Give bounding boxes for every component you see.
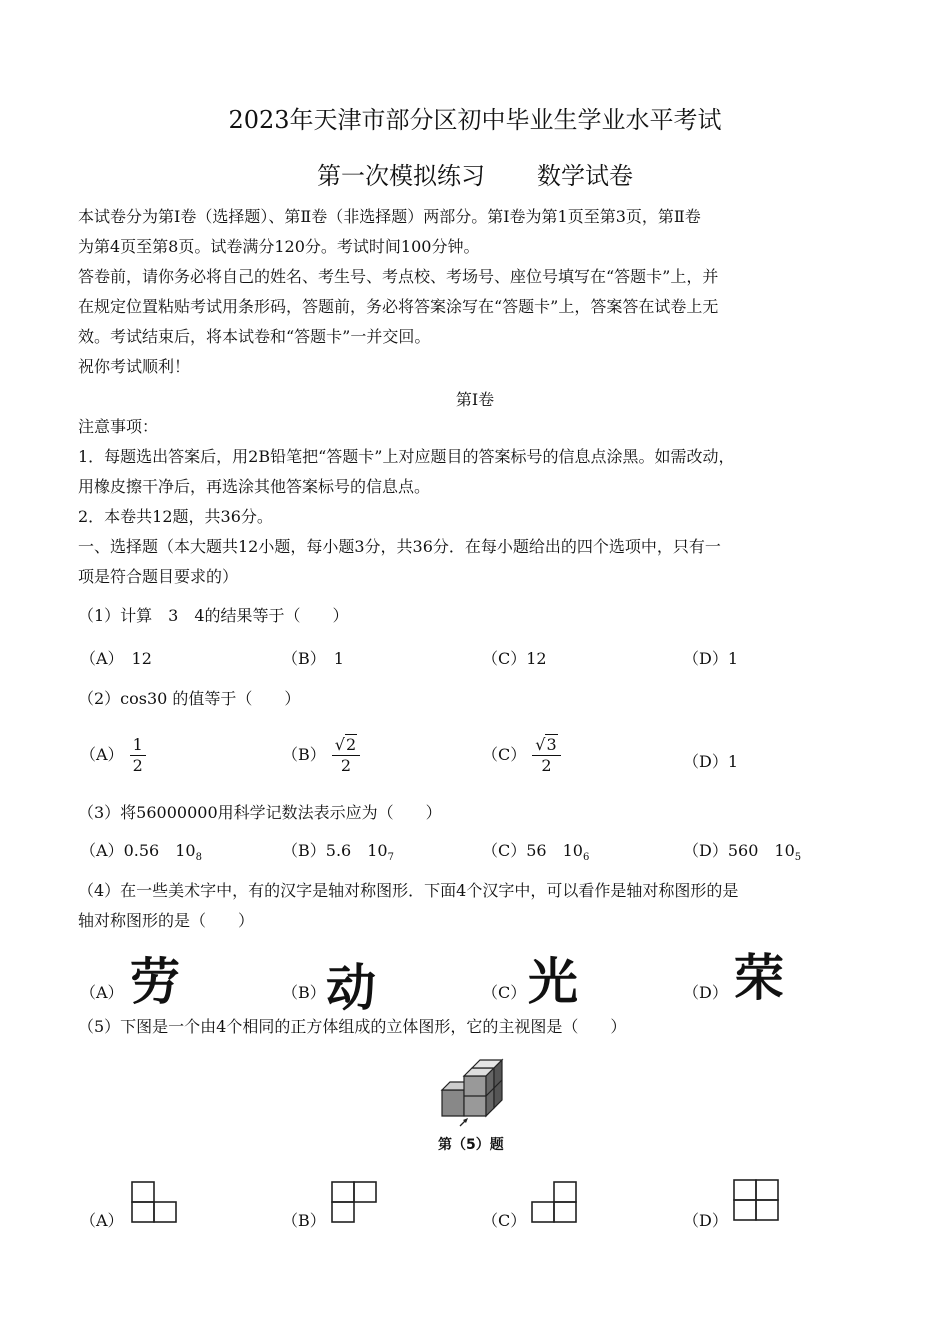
note-line: 1．每题选出答案后，用2B铅笔把“答题卡”上对应题目的答案标号的信息点涂黑。如需改动， (78, 447, 735, 466)
q3-option-c: （C）56 $10_6$ (482, 841, 590, 864)
intro-paragraph-1 (78, 202, 878, 262)
part-heading: 一、选择题（本大题共12小题，每小题3分，共36分．在每小题给出的四个选项中，只有一 (78, 537, 721, 556)
q1-option-b: （B） 1 (282, 649, 344, 668)
fraction: $\frac{√3}{2}$ (532, 735, 560, 776)
exam-subtitle (0, 156, 950, 191)
figure-caption: 第（5）题 (438, 1137, 504, 1153)
q5-view-a-icon (128, 1178, 180, 1224)
intro-line: 效。考试结束后，将本试卷和“答题卡”一并交回。 (78, 327, 431, 346)
q3-option-b: （B）5.6 $10_7$ (282, 841, 394, 864)
sqrt-symbol: √3 (535, 735, 557, 754)
q1-option-a: （A） 12 (80, 649, 152, 668)
intro-line: 为第4页至第8页。试卷满分120分。考试时间100分钟。 (78, 237, 480, 256)
subtitle-right: 数学试卷 (537, 162, 633, 190)
q5-view-c-icon (528, 1178, 580, 1224)
q4-option-a-label: （A） (80, 983, 124, 1002)
fraction: $\frac{√2}{2}$ (332, 735, 360, 776)
note-line: 用橡皮擦干净后，再选涂其他答案标号的信息点。 (78, 477, 431, 496)
q5-view-d-icon (730, 1176, 782, 1222)
q2-option-c: （C） $\frac{√3}{2}$ (482, 735, 561, 776)
q5-option-c-label: （C） (482, 1211, 527, 1230)
intro-paragraph-2 (78, 262, 878, 352)
question-4-stem-line-2: 轴对称图形的是（ ） (78, 911, 255, 930)
question-3-stem: （3）将56000000用科学记数法表示应为（ ） (78, 803, 442, 822)
q5-option-b-label: （B） (282, 1211, 326, 1230)
fraction: $\frac{1}{2}$ (130, 735, 146, 776)
q5-view-b-icon (328, 1178, 380, 1224)
q4-char-a: 劳 (130, 953, 180, 1011)
intro-line: 本试卷分为第Ⅰ卷（选择题）、第Ⅱ卷（非选择题）两部分。第Ⅰ卷为第1页至第3页，第Ⅱ卷 (78, 207, 701, 226)
q1-option-c: （C）12 (482, 649, 547, 668)
part-heading: 项是符合题目要求的） (78, 567, 239, 586)
q4-char-d: 荣 (734, 949, 784, 1007)
subtitle-left: 第一次模拟练习 (317, 162, 485, 190)
q4-char-c: 光 (528, 953, 578, 1011)
intro-wish: 祝你考试顺利！ (78, 357, 191, 376)
notes (78, 412, 878, 592)
section-heading: 第Ⅰ卷 (455, 390, 495, 409)
q4-option-b-label: （B） (282, 983, 326, 1002)
q3-option-a: （A）0.56 $10_8$ (80, 841, 202, 864)
sqrt-symbol: √2 (334, 735, 357, 754)
q2-option-b: （B） $\frac{√2}{2}$ (282, 735, 360, 776)
intro-line: 答卷前，请你务必将自己的姓名、考生号、考点校、考场号、座位号填写在“答题卡”上，并 (78, 267, 719, 286)
q2-option-a: （A） $\frac{1}{2}$ (80, 735, 146, 776)
question-4-stem-line-1: （4）在一些美术字中，有的汉字是轴对称图形．下面4个汉字中，可以看作是轴对称图形的是 (78, 881, 739, 900)
cube-solid-figure (434, 1050, 524, 1130)
intro-line: 在规定位置粘贴考试用条形码，答题前，务必将答案涂写在“答题卡”上，答案答在试卷上无 (78, 297, 719, 316)
exam-title: 2023年天津市部分区初中毕业生学业水平考试 (228, 106, 722, 134)
q1-option-d: （D）1 (683, 649, 739, 668)
q2-option-d: （D）1 (683, 752, 739, 771)
notes-title: 注意事项： (78, 417, 159, 436)
question-5-stem: （5）下图是一个由4个相同的正方体组成的立体图形，它的主视图是（ ） (78, 1017, 627, 1036)
q4-option-d-label: （D） (683, 983, 728, 1002)
q3-option-d: （D）560 $10_5$ (683, 841, 802, 864)
q5-option-a-label: （A） (80, 1211, 124, 1230)
q4-char-b: 动 (326, 959, 376, 1017)
q4-option-c-label: （C） (482, 983, 527, 1002)
question-2-stem: （2）cos30 的值等于（ ） (78, 689, 301, 708)
q5-option-d-label: （D） (683, 1211, 728, 1230)
note-line: 2．本卷共12题，共36分。 (78, 507, 273, 526)
question-1-stem: （1）计算 3 4的结果等于（ ） (78, 606, 349, 625)
